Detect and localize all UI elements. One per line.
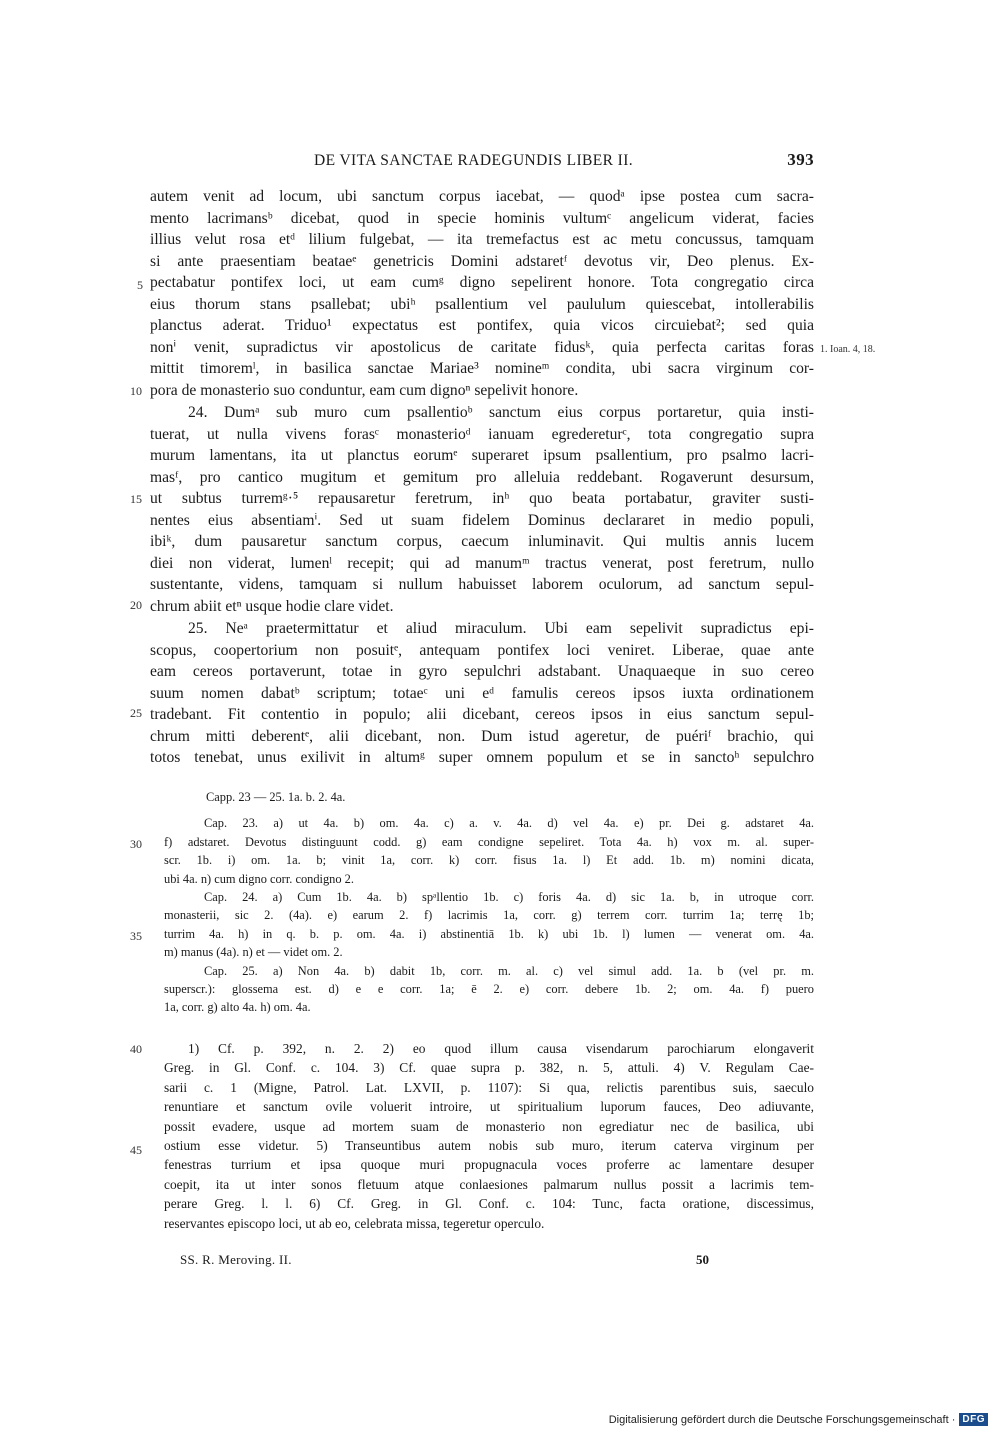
text-line: illius velut rosa etᵈ lilium fulgebat, — ita tremefactus est ac metu concussus, tamquam bbox=[150, 231, 814, 248]
text-line: murum lamentans, ita ut planctus eorumᵉ superaret ipsum psallentium, pro psalmo lacri- bbox=[150, 447, 814, 464]
running-title: DE VITA SANCTAE RADEGUNDIS LIBER II. bbox=[314, 152, 634, 169]
margin-bible-reference: 1. Ioan. 4, 18. bbox=[820, 344, 876, 355]
sheet-number: 50 bbox=[696, 1252, 709, 1267]
credit-text: Digitalisierung gefördert durch die Deutsche Forschungsgemeinschaft · bbox=[608, 1413, 956, 1426]
text-line: eius thorum stans psallebat; ubiʰ psallentium vel paululum quiescebat, intollerabilis bbox=[150, 295, 814, 313]
footnotes bbox=[164, 1039, 814, 1233]
apparatus-line: Cap. 23. a) ut 4a. b) om. 4a. c) a. v. 4a. d) vel 4a. e) pr. Dei g. adstaret 4a. bbox=[204, 816, 814, 831]
text-line: autem venit ad locum, ubi sanctum corpus iacebat, — quodᵃ ipse postea cum sacra- bbox=[150, 188, 814, 205]
line-number: 5 bbox=[137, 278, 143, 292]
text-line: suum nomen dabatᵇ scriptum; totaeᶜ uni eᵈ famulis cereos ipsos iuxta ordinationem bbox=[150, 684, 814, 702]
apparatus-line: m) manus (4a). n) et — videt om. 2. bbox=[164, 945, 343, 960]
text-line: sustentante, videns, tamquam si nullum habuisset laborem oculorum, ad sanctum sepul- bbox=[150, 576, 814, 593]
text-line: tuerat, ut nulla vivens forasᶜ monasterioᵈ ianuam egredereturᶜ, tota congregatio supra bbox=[150, 425, 814, 443]
text-line: chrum abiit etⁿ usque hodie clare videt. bbox=[150, 597, 394, 615]
main-text bbox=[150, 186, 814, 770]
text-line: 24. Dumᵃ sub muro cum psallentioᵇ sanctum eius corpus portaretur, quia insti- bbox=[188, 404, 814, 421]
series-signature: SS. R. Meroving. II. bbox=[180, 1252, 292, 1267]
page-number: 393 bbox=[787, 150, 814, 169]
apparatus-heading: Capp. 23 — 25. 1a. b. 2. 4a. bbox=[206, 790, 346, 804]
apparatus-line: scr. 1b. i) om. 1a. b; vinit 1a, corr. k) corr. fisus 1a. l) Et add. 1b. m) nomini dicata, bbox=[164, 853, 814, 868]
footnote-line: coepit, ita ut inter sonos fletuum atque conlaesiones palmarum nullus possit a lacrimis tem- bbox=[164, 1176, 814, 1192]
text-line: totos tenebat, unus exilivit in altumᵍ super omnem populum et se in sanctoʰ sepulchro bbox=[150, 749, 814, 766]
apparatus-line: superscr.): glossema est. d) e e corr. 1a; ē 2. e) corr. debere 1b. 2; om. 4a. f) puero bbox=[164, 981, 814, 996]
footnote-line: reservantes episcopo loci, ut ab eo, celebrata missa, tegeretur operculo. bbox=[164, 1215, 545, 1231]
footnote-line: sarii c. 1 (Migne, Patrol. Lat. LXVII, p. 1107): Si qua, relictis parentibus suis, saeculo bbox=[164, 1079, 814, 1095]
line-number: 30 bbox=[130, 837, 142, 851]
footnote-line: 1) Cf. p. 392, n. 2. 2) eo quod illum causa visendarum parochiarum elongaverit bbox=[188, 1041, 814, 1056]
footnote-line: perare Greg. l. l. 6) Cf. Greg. in Gl. Conf. c. 104: Tunc, facta oratione, discessimus, bbox=[164, 1196, 814, 1212]
apparatus-line: monasterii, sic 2. (4a). e) earum 2. f) lacrimis 1a, corr. g) terrem corr. turrim 1a; terrę 1b; bbox=[164, 908, 814, 923]
text-line: tradebant. Fit contentio in populo; alii dicebant, cereos ipsos in eius sanctum sepul- bbox=[150, 706, 814, 723]
line-number: 45 bbox=[130, 1143, 142, 1157]
page-footer bbox=[180, 1252, 720, 1272]
paragraph-24 bbox=[150, 402, 814, 617]
footnote-line: fenestras turrium et ipsa quoque muri propugnacula voces proferre ac lamentare desuper bbox=[164, 1157, 814, 1173]
text-line: pora de monasterio suo conduntur, eam cum dignoⁿ sepelivit honore. bbox=[150, 381, 579, 399]
critical-apparatus bbox=[164, 788, 814, 1017]
text-line: mento lacrimansᵇ dicebat, quod in specie hominis vultumᶜ angelicum viderat, facies bbox=[150, 209, 814, 227]
digitization-credit bbox=[609, 1413, 988, 1426]
line-number: 10 bbox=[130, 384, 142, 398]
text-line: mittit timoremˡ, in basilica sanctae Mariae³ nomineᵐ condita, ubi sacra virginum cor- bbox=[150, 360, 814, 377]
apparatus-line: Cap. 25. a) Non 4a. b) dabit 1b, corr. m. al. c) vel simul add. 1a. b (vel pr. m. bbox=[204, 963, 814, 978]
text-line: 25. Neᵃ praetermittatur et aliud miraculum. Ubi eam sepelivit supradictus epi- bbox=[188, 620, 814, 637]
apparatus-line: 1a, corr. g) alto 4a. h) om. 4a. bbox=[164, 1000, 311, 1015]
line-number: 25 bbox=[130, 706, 142, 720]
footnote-line: ostium esse videtur. 5) Transeuntibus autem nobis sub muro, iterum caterva virginum per bbox=[164, 1137, 814, 1153]
text-line: pectabatur pontifex loci, ut eam cumᵍ digno sepelirent honore. Tota congregatio circa bbox=[150, 274, 814, 291]
apparatus-line: turrim 4a. h) in q. b. p. om. 4a. i) abstinentiā 1b. k) ubi 1b. l) lumen — venerat om. 4a. bbox=[164, 926, 814, 941]
text-line: eam cereos portaverunt, totae in gyro sepulchri adstabant. Unaquaeque in suo cereo bbox=[150, 663, 814, 680]
footnote-line: renuntiare et sanctum ovile voluerit introire, ut spiritualium luporum fauces, Deo adiuvante, bbox=[164, 1099, 814, 1115]
text-line: nentes eius absentiamⁱ. Sed ut suam fidelem Dominus declararet in medio populi, bbox=[150, 511, 814, 529]
footnote-line: possit evadere, usque ad mortem suam de monasterio non egrediatur nec de basilica, ubi bbox=[164, 1118, 814, 1134]
dfg-logo: DFG bbox=[959, 1413, 988, 1426]
text-line: ut subtus turremᵍ·⁵ repausaretur feretrum, inʰ quo beata portabatur, graviter susti- bbox=[150, 490, 814, 507]
line-number: 15 bbox=[130, 492, 142, 506]
paragraph-23-conclusion bbox=[150, 186, 814, 401]
footnote-line: Greg. in Gl. Conf. c. 104. 3) Cf. quae supra p. 382, n. 5, attuli. 4) V. Regulam Cae- bbox=[164, 1060, 814, 1076]
text-line: planctus aderat. Triduo¹ expectatus est pontifex, quia vicos circuiebat²; sed quia bbox=[150, 317, 814, 334]
line-number: 35 bbox=[130, 929, 142, 943]
apparatus-line: Cap. 24. a) Cum 1b. 4a. b) spᵃllentio 1b. c) foris 4a. d) sic 1a. b, in utroque corr. bbox=[204, 889, 814, 904]
text-line: scopus, coopertorium non posuitᵉ, antequam pontifex loci veniret. Liberae, quae ante bbox=[150, 641, 814, 659]
running-header bbox=[314, 150, 814, 174]
text-line: masᶠ, pro cantico mugitum et gemitum pro alleluia reddebant. Rogaverunt desursum, bbox=[150, 468, 814, 486]
line-number: 20 bbox=[130, 598, 142, 612]
text-line: chrum mitti deberentᵉ, alii dicebant, non. Dum istud ageretur, de puériᶠ brachio, qui bbox=[150, 727, 814, 745]
text-line: si ante praesentiam beataeᵉ genetricis Domini adstaretᶠ devotus vir, Deo plenus. Ex- bbox=[150, 252, 814, 270]
text-line: nonⁱ venit, supradictus vir apostolicus de caritate fidusᵏ, quia perfecta caritas foras bbox=[150, 338, 814, 356]
paragraph-25 bbox=[150, 618, 814, 769]
line-number: 40 bbox=[130, 1042, 142, 1056]
apparatus-line: ubi 4a. n) cum digno corr. condigno 2. bbox=[164, 871, 354, 886]
text-line: diei non viderat, lumenˡ recepit; qui ad manumᵐ tractus venerat, post feretrum, nullo bbox=[150, 554, 814, 572]
text-line: ibiᵏ, dum pausaretur sanctum corpus, caecum inluminavit. Qui multis annis lucem bbox=[150, 533, 814, 550]
apparatus-line: f) adstaret. Devotus distinguunt codd. g) eam condigne sepeliret. Tota 4a. h) vox m. al. super- bbox=[164, 834, 814, 849]
